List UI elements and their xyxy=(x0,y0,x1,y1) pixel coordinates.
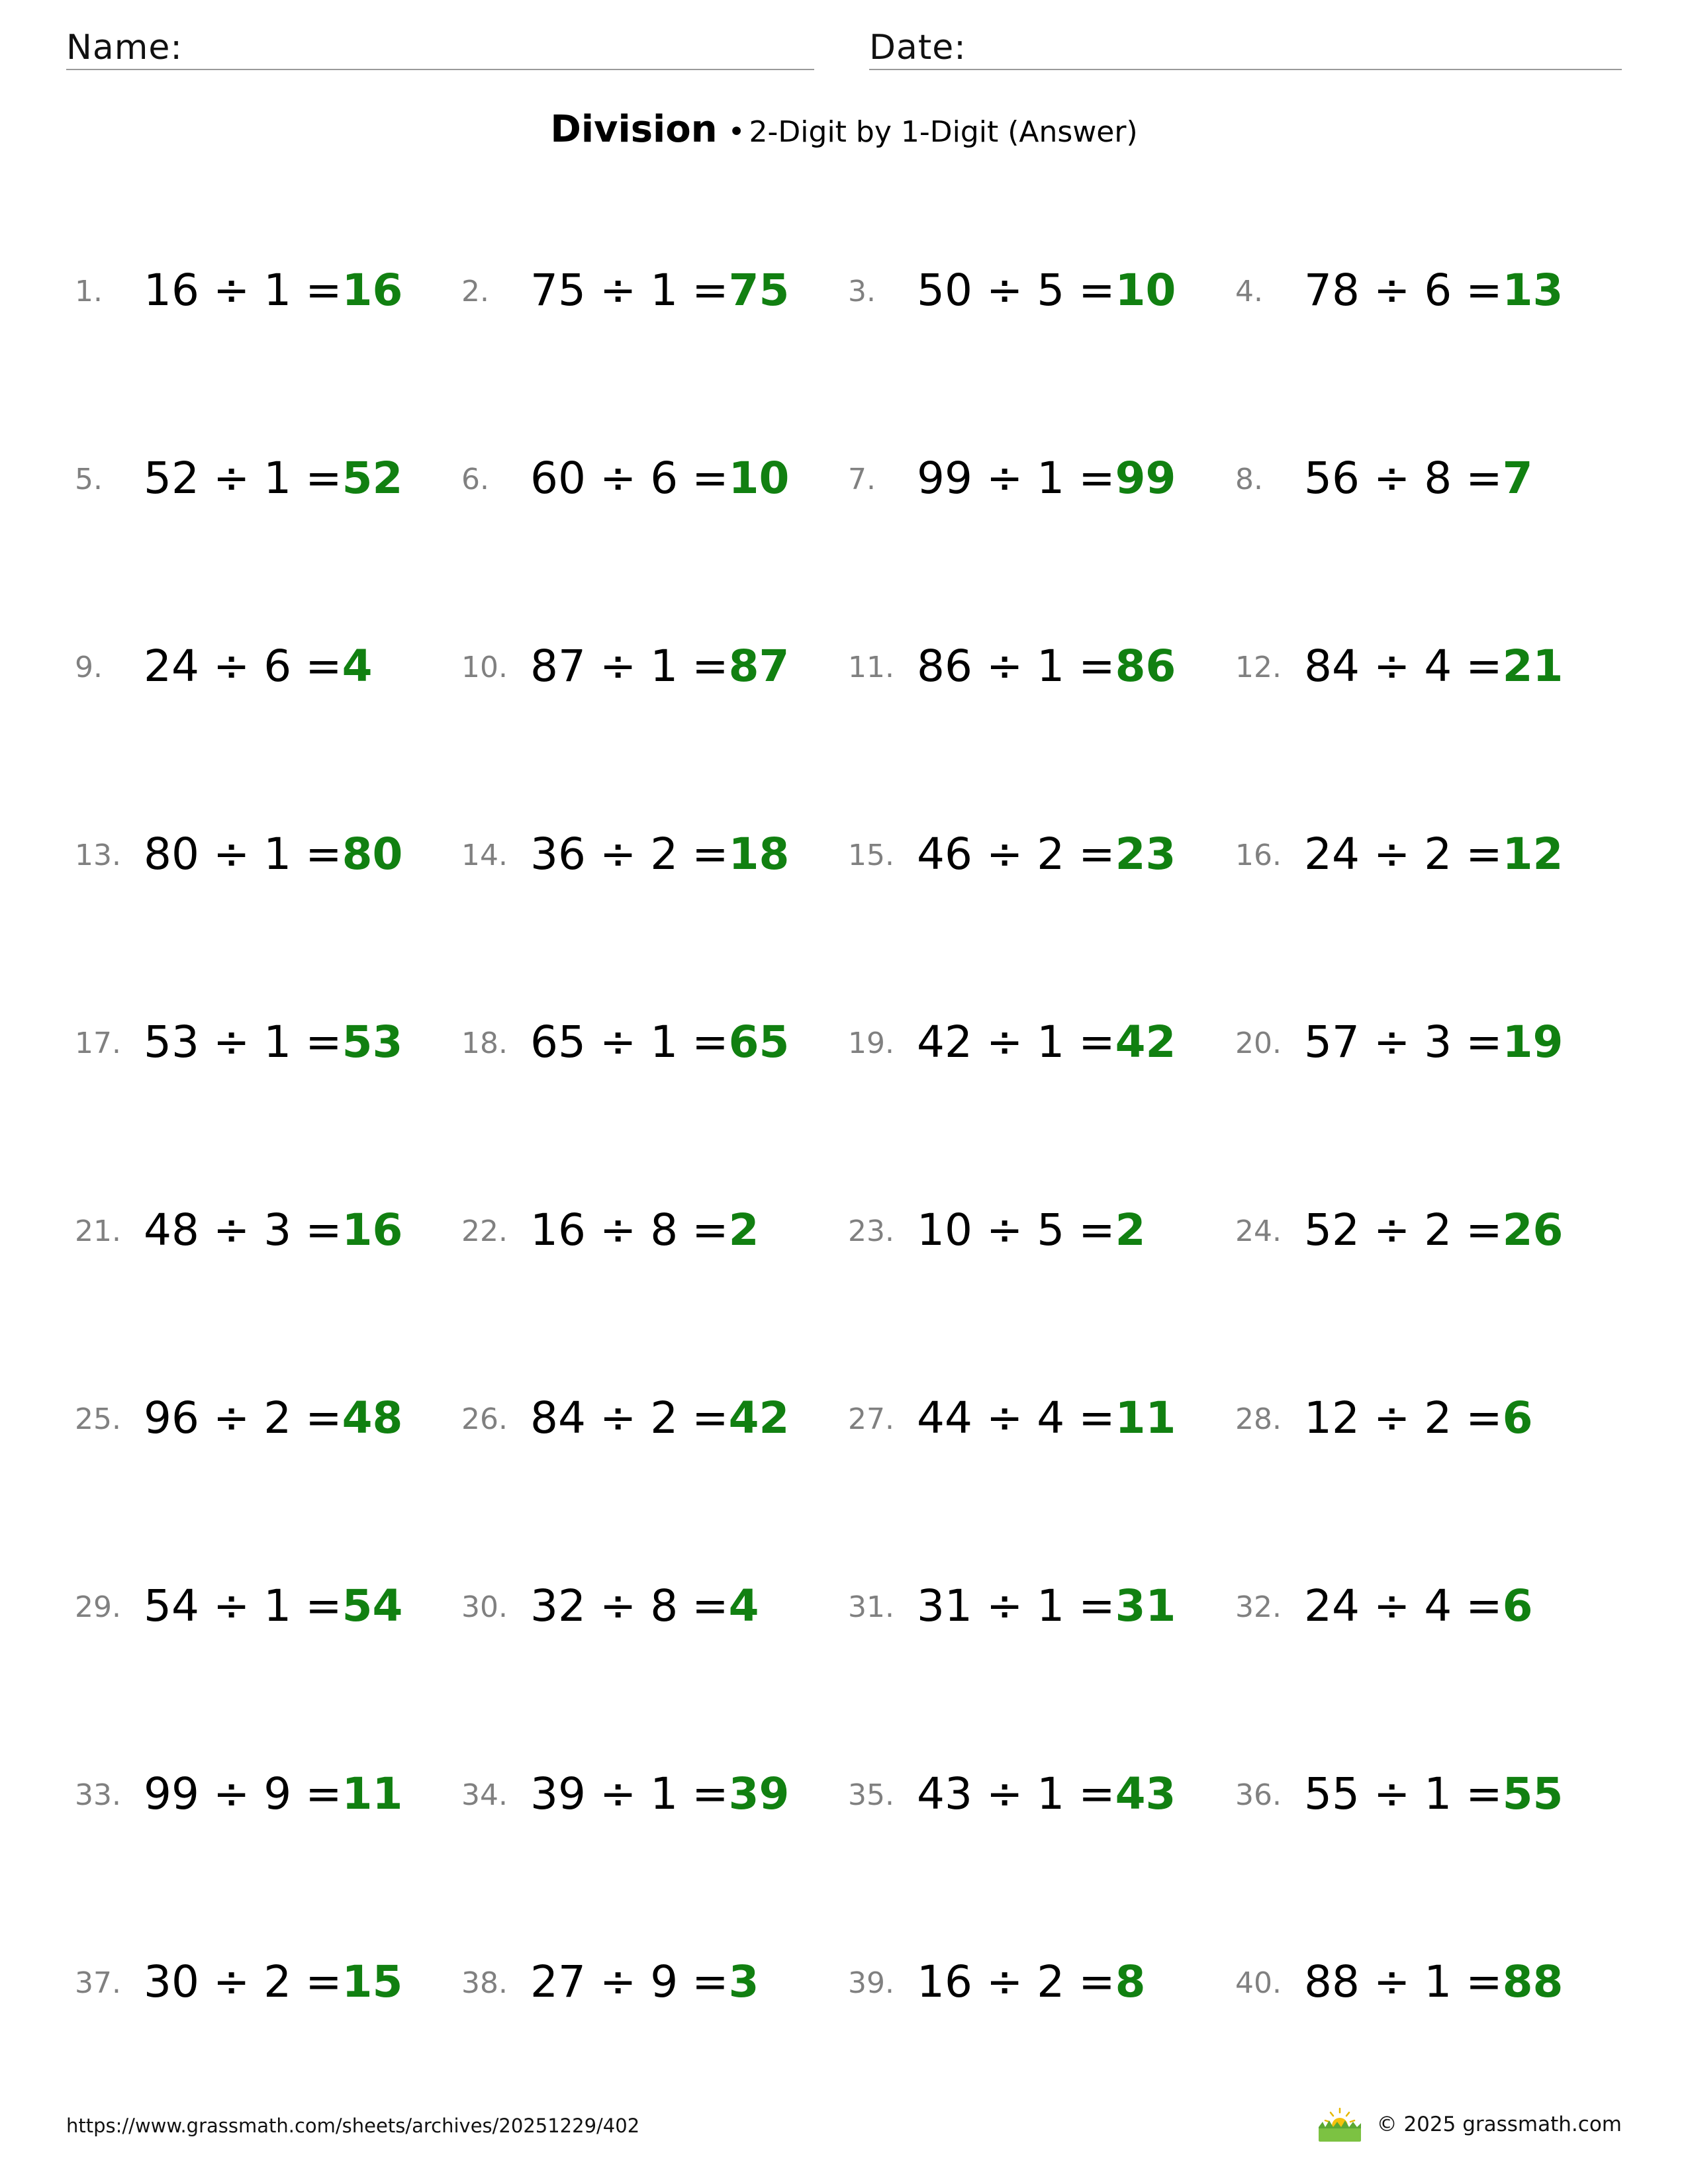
divisor: 2 xyxy=(1424,1392,1452,1443)
dividend: 24 xyxy=(1304,829,1360,880)
answer: 19 xyxy=(1502,1017,1564,1068)
problem-expression xyxy=(917,1764,1176,1824)
answer: 2 xyxy=(1115,1205,1146,1255)
problem-number: 10. xyxy=(461,651,508,684)
answer: 65 xyxy=(728,1017,790,1068)
answer: 10 xyxy=(728,453,790,504)
answer: 13 xyxy=(1502,265,1564,316)
equals-sign: = xyxy=(692,1956,729,2007)
problem-number: 39. xyxy=(848,1966,894,2000)
dividend: 53 xyxy=(144,1017,199,1068)
answer: 7 xyxy=(1502,453,1533,504)
answer: 55 xyxy=(1502,1768,1564,1819)
divisor: 5 xyxy=(1037,1205,1065,1255)
divide-sign: ÷ xyxy=(599,265,637,316)
answer: 42 xyxy=(728,1392,790,1443)
footer-copyright: © 2025 grassmath.com xyxy=(1376,2113,1622,2136)
equals-sign: = xyxy=(1466,1017,1503,1068)
dividend: 60 xyxy=(530,453,586,504)
problem-number: 21. xyxy=(75,1214,121,1248)
divisor: 1 xyxy=(650,265,679,316)
problem-number: 25. xyxy=(75,1402,121,1436)
problem-expression xyxy=(144,825,402,884)
divide-sign: ÷ xyxy=(599,1017,637,1068)
divide-sign: ÷ xyxy=(212,1205,250,1255)
problem-number: 7. xyxy=(848,463,876,496)
dividend: 27 xyxy=(530,1956,586,2007)
problem-number: 16. xyxy=(1235,839,1282,872)
dividend: 80 xyxy=(144,829,199,880)
problem-number: 8. xyxy=(1235,463,1263,496)
equals-sign: = xyxy=(1078,453,1115,504)
dividend: 54 xyxy=(144,1580,199,1631)
problem-number: 12. xyxy=(1235,651,1282,684)
divide-sign: ÷ xyxy=(1373,829,1411,880)
problem-number: 2. xyxy=(461,275,489,308)
problem-number: 27. xyxy=(848,1402,894,1436)
divisor: 1 xyxy=(1037,641,1065,692)
dividend: 52 xyxy=(144,453,199,504)
answer: 3 xyxy=(728,1956,759,2007)
dividend: 96 xyxy=(144,1392,199,1443)
problem-expression xyxy=(530,1952,759,2012)
equals-sign: = xyxy=(1078,1956,1115,2007)
divisor: 2 xyxy=(1037,829,1065,880)
dividend: 16 xyxy=(144,265,199,316)
problem-number: 20. xyxy=(1235,1026,1282,1060)
equals-sign: = xyxy=(692,1392,729,1443)
problem-number: 33. xyxy=(75,1778,121,1812)
title-bullet: • xyxy=(727,115,745,149)
equals-sign: = xyxy=(692,1205,729,1255)
dividend: 50 xyxy=(917,265,972,316)
problem-expression xyxy=(144,261,402,320)
equals-sign: = xyxy=(1466,1768,1503,1819)
divisor: 1 xyxy=(263,453,292,504)
equals-sign: = xyxy=(1078,1017,1115,1068)
dividend: 48 xyxy=(144,1205,199,1255)
equals-sign: = xyxy=(1466,1956,1503,2007)
problem-number: 22. xyxy=(461,1214,508,1248)
problem-number: 6. xyxy=(461,463,489,496)
dividend: 16 xyxy=(917,1956,972,2007)
divisor: 1 xyxy=(650,1017,679,1068)
divide-sign: ÷ xyxy=(986,1956,1023,2007)
divide-sign: ÷ xyxy=(212,829,250,880)
divide-sign: ÷ xyxy=(986,1205,1023,1255)
divide-sign: ÷ xyxy=(599,1768,637,1819)
divide-sign: ÷ xyxy=(212,265,250,316)
equals-sign: = xyxy=(692,1580,729,1631)
answer: 6 xyxy=(1502,1580,1533,1631)
answer: 4 xyxy=(342,641,373,692)
equals-sign: = xyxy=(1466,829,1503,880)
problem-expression xyxy=(917,449,1176,508)
divide-sign: ÷ xyxy=(986,1768,1023,1819)
dividend: 99 xyxy=(917,453,972,504)
answer: 11 xyxy=(342,1768,403,1819)
divide-sign: ÷ xyxy=(986,453,1023,504)
problem-number: 14. xyxy=(461,839,508,872)
problem-number: 29. xyxy=(75,1590,121,1624)
answer: 53 xyxy=(342,1017,403,1068)
problem-number: 36. xyxy=(1235,1778,1282,1812)
divide-sign: ÷ xyxy=(212,1956,250,2007)
answer: 11 xyxy=(1115,1392,1176,1443)
problem-expression xyxy=(1304,449,1533,508)
footer-brand xyxy=(1316,2105,1622,2144)
equals-sign: = xyxy=(305,1205,342,1255)
answer: 2 xyxy=(728,1205,759,1255)
dividend: 65 xyxy=(530,1017,586,1068)
problem-number: 4. xyxy=(1235,275,1263,308)
problem-expression xyxy=(917,1388,1176,1448)
problem-expression xyxy=(1304,1952,1563,2012)
problem-expression xyxy=(1304,1388,1533,1448)
divisor: 2 xyxy=(650,1392,679,1443)
dividend: 24 xyxy=(1304,1580,1360,1631)
dividend: 56 xyxy=(1304,453,1360,504)
answer: 23 xyxy=(1115,829,1176,880)
problem-number: 15. xyxy=(848,839,894,872)
divisor: 1 xyxy=(1424,1768,1452,1819)
divide-sign: ÷ xyxy=(1373,265,1411,316)
divide-sign: ÷ xyxy=(599,641,637,692)
divisor: 9 xyxy=(263,1768,292,1819)
answer: 18 xyxy=(728,829,790,880)
problem-expression xyxy=(917,261,1176,320)
title-main: Division xyxy=(550,108,718,151)
divisor: 1 xyxy=(263,1017,292,1068)
answer: 10 xyxy=(1115,265,1176,316)
divisor: 5 xyxy=(1037,265,1065,316)
divisor: 3 xyxy=(263,1205,292,1255)
problem-expression xyxy=(530,449,789,508)
problem-number: 9. xyxy=(75,651,103,684)
divide-sign: ÷ xyxy=(212,641,250,692)
problem-number: 24. xyxy=(1235,1214,1282,1248)
equals-sign: = xyxy=(692,265,729,316)
dividend: 57 xyxy=(1304,1017,1360,1068)
equals-sign: = xyxy=(692,453,729,504)
problem-expression xyxy=(530,1764,789,1824)
answer: 80 xyxy=(342,829,403,880)
divisor: 2 xyxy=(1424,1205,1452,1255)
problem-number: 35. xyxy=(848,1778,894,1812)
dividend: 99 xyxy=(144,1768,199,1819)
problem-number: 28. xyxy=(1235,1402,1282,1436)
problem-number: 34. xyxy=(461,1778,508,1812)
divide-sign: ÷ xyxy=(1373,1580,1411,1631)
problem-number: 40. xyxy=(1235,1966,1282,2000)
divisor: 1 xyxy=(650,641,679,692)
equals-sign: = xyxy=(692,1017,729,1068)
divide-sign: ÷ xyxy=(212,453,250,504)
dividend: 16 xyxy=(530,1205,586,1255)
divide-sign: ÷ xyxy=(1373,641,1411,692)
dividend: 78 xyxy=(1304,265,1360,316)
answer: 4 xyxy=(728,1580,759,1631)
divisor: 2 xyxy=(650,829,679,880)
answer: 52 xyxy=(342,453,403,504)
problem-number: 37. xyxy=(75,1966,121,2000)
answer: 15 xyxy=(342,1956,403,2007)
dividend: 39 xyxy=(530,1768,586,1819)
divisor: 1 xyxy=(650,1768,679,1819)
divisor: 1 xyxy=(263,265,292,316)
divide-sign: ÷ xyxy=(212,1392,250,1443)
problem-expression xyxy=(917,825,1176,884)
answer: 16 xyxy=(342,265,403,316)
name-label: Name: xyxy=(66,28,183,68)
divide-sign: ÷ xyxy=(212,1017,250,1068)
problem-number: 17. xyxy=(75,1026,121,1060)
divisor: 2 xyxy=(1424,829,1452,880)
dividend: 31 xyxy=(917,1580,972,1631)
divide-sign: ÷ xyxy=(599,453,637,504)
problem-number: 32. xyxy=(1235,1590,1282,1624)
problem-expression xyxy=(1304,1764,1563,1824)
equals-sign: = xyxy=(1078,641,1115,692)
divisor: 1 xyxy=(263,1580,292,1631)
dividend: 36 xyxy=(530,829,586,880)
divide-sign: ÷ xyxy=(599,829,637,880)
divide-sign: ÷ xyxy=(986,1580,1023,1631)
divisor: 1 xyxy=(1037,453,1065,504)
divisor: 2 xyxy=(1037,1956,1065,2007)
equals-sign: = xyxy=(692,1768,729,1819)
problem-number: 18. xyxy=(461,1026,508,1060)
problem-expression xyxy=(144,1388,402,1448)
problem-expression xyxy=(530,261,789,320)
divide-sign: ÷ xyxy=(986,1392,1023,1443)
problem-expression xyxy=(144,1013,402,1072)
answer: 42 xyxy=(1115,1017,1176,1068)
answer: 99 xyxy=(1115,453,1176,504)
dividend: 84 xyxy=(1304,641,1360,692)
problem-number: 3. xyxy=(848,275,876,308)
equals-sign: = xyxy=(305,1580,342,1631)
divisor: 1 xyxy=(1037,1768,1065,1819)
divide-sign: ÷ xyxy=(599,1580,637,1631)
problem-expression xyxy=(530,1576,759,1636)
divisor: 8 xyxy=(650,1580,679,1631)
problem-expression xyxy=(144,1576,402,1636)
problem-expression xyxy=(917,637,1176,696)
problem-expression xyxy=(917,1013,1176,1072)
grass-sun-logo-icon xyxy=(1316,2106,1364,2143)
dividend: 32 xyxy=(530,1580,586,1631)
problem-expression xyxy=(530,825,789,884)
dividend: 84 xyxy=(530,1392,586,1443)
problem-expression xyxy=(1304,637,1563,696)
answer: 86 xyxy=(1115,641,1176,692)
divisor: 1 xyxy=(1037,1580,1065,1631)
answer: 26 xyxy=(1502,1205,1564,1255)
divisor: 1 xyxy=(1424,1956,1452,2007)
problem-number: 38. xyxy=(461,1966,508,2000)
dividend: 87 xyxy=(530,641,586,692)
dividend: 46 xyxy=(917,829,972,880)
problem-expression xyxy=(144,637,373,696)
equals-sign: = xyxy=(305,641,342,692)
problem-number: 11. xyxy=(848,651,894,684)
divide-sign: ÷ xyxy=(1373,1017,1411,1068)
divide-sign: ÷ xyxy=(986,1017,1023,1068)
dividend: 44 xyxy=(917,1392,972,1443)
problem-number: 1. xyxy=(75,275,103,308)
divisor: 6 xyxy=(1424,265,1452,316)
equals-sign: = xyxy=(1078,265,1115,316)
problem-expression xyxy=(530,1201,759,1260)
dividend: 42 xyxy=(917,1017,972,1068)
answer: 16 xyxy=(342,1205,403,1255)
divide-sign: ÷ xyxy=(1373,453,1411,504)
dividend: 10 xyxy=(917,1205,972,1255)
problem-number: 30. xyxy=(461,1590,508,1624)
equals-sign: = xyxy=(1078,1392,1115,1443)
problem-number: 31. xyxy=(848,1590,894,1624)
divisor: 1 xyxy=(1037,1017,1065,1068)
problem-number: 19. xyxy=(848,1026,894,1060)
equals-sign: = xyxy=(1078,1205,1115,1255)
dividend: 55 xyxy=(1304,1768,1360,1819)
equals-sign: = xyxy=(1466,1392,1503,1443)
problem-expression xyxy=(1304,825,1563,884)
divisor: 6 xyxy=(263,641,292,692)
divisor: 1 xyxy=(263,829,292,880)
divisor: 4 xyxy=(1424,1580,1452,1631)
answer: 88 xyxy=(1502,1956,1564,2007)
divisor: 2 xyxy=(263,1956,292,2007)
equals-sign: = xyxy=(1466,641,1503,692)
divisor: 3 xyxy=(1424,1017,1452,1068)
problem-expression xyxy=(530,637,789,696)
divisor: 4 xyxy=(1424,641,1452,692)
divisor: 4 xyxy=(1037,1392,1065,1443)
problem-expression xyxy=(1304,1201,1563,1260)
divide-sign: ÷ xyxy=(212,1768,250,1819)
problem-expression xyxy=(530,1013,789,1072)
problem-expression xyxy=(530,1388,789,1448)
problem-expression xyxy=(144,1952,402,2012)
dividend: 52 xyxy=(1304,1205,1360,1255)
answer: 75 xyxy=(728,265,790,316)
divisor: 8 xyxy=(1424,453,1452,504)
divide-sign: ÷ xyxy=(212,1580,250,1631)
equals-sign: = xyxy=(1466,453,1503,504)
problem-expression xyxy=(144,1764,402,1824)
answer: 21 xyxy=(1502,641,1564,692)
divide-sign: ÷ xyxy=(986,829,1023,880)
equals-sign: = xyxy=(1078,1580,1115,1631)
problem-expression xyxy=(1304,1576,1533,1636)
divide-sign: ÷ xyxy=(1373,1205,1411,1255)
divide-sign: ÷ xyxy=(986,641,1023,692)
problem-expression xyxy=(917,1201,1146,1260)
problem-number: 23. xyxy=(848,1214,894,1248)
answer: 48 xyxy=(342,1392,403,1443)
equals-sign: = xyxy=(305,1956,342,2007)
equals-sign: = xyxy=(305,829,342,880)
divide-sign: ÷ xyxy=(599,1392,637,1443)
problem-expression xyxy=(917,1952,1146,2012)
divide-sign: ÷ xyxy=(1373,1392,1411,1443)
problem-number: 13. xyxy=(75,839,121,872)
divide-sign: ÷ xyxy=(1373,1956,1411,2007)
dividend: 75 xyxy=(530,265,586,316)
dividend: 24 xyxy=(144,641,199,692)
equals-sign: = xyxy=(1466,1205,1503,1255)
divisor: 8 xyxy=(650,1205,679,1255)
equals-sign: = xyxy=(305,265,342,316)
answer: 43 xyxy=(1115,1768,1176,1819)
divide-sign: ÷ xyxy=(599,1205,637,1255)
divisor: 2 xyxy=(263,1392,292,1443)
divisor: 9 xyxy=(650,1956,679,2007)
answer: 8 xyxy=(1115,1956,1146,2007)
equals-sign: = xyxy=(1078,1768,1115,1819)
answer: 6 xyxy=(1502,1392,1533,1443)
equals-sign: = xyxy=(692,641,729,692)
equals-sign: = xyxy=(692,829,729,880)
dividend: 43 xyxy=(917,1768,972,1819)
answer: 54 xyxy=(342,1580,403,1631)
equals-sign: = xyxy=(305,1768,342,1819)
dividend: 12 xyxy=(1304,1392,1360,1443)
dividend: 86 xyxy=(917,641,972,692)
problem-expression xyxy=(144,1201,402,1260)
divide-sign: ÷ xyxy=(1373,1768,1411,1819)
title-subtitle: 2-Digit by 1-Digit (Answer) xyxy=(749,115,1138,149)
answer: 39 xyxy=(728,1768,790,1819)
problem-expression xyxy=(1304,1013,1563,1072)
dividend: 88 xyxy=(1304,1956,1360,2007)
answer: 12 xyxy=(1502,829,1564,880)
answer: 87 xyxy=(728,641,790,692)
problem-expression xyxy=(1304,261,1563,320)
equals-sign: = xyxy=(1466,265,1503,316)
problem-number: 5. xyxy=(75,463,103,496)
equals-sign: = xyxy=(305,1392,342,1443)
divide-sign: ÷ xyxy=(599,1956,637,2007)
equals-sign: = xyxy=(305,453,342,504)
problem-number: 26. xyxy=(461,1402,508,1436)
date-label: Date: xyxy=(869,28,966,68)
divisor: 6 xyxy=(650,453,679,504)
answer: 31 xyxy=(1115,1580,1176,1631)
footer-url[interactable]: https://www.grassmath.com/sheets/archives/20251229/402 xyxy=(66,2115,640,2137)
equals-sign: = xyxy=(305,1017,342,1068)
dividend: 30 xyxy=(144,1956,199,2007)
divide-sign: ÷ xyxy=(986,265,1023,316)
equals-sign: = xyxy=(1466,1580,1503,1631)
equals-sign: = xyxy=(1078,829,1115,880)
problem-expression xyxy=(917,1576,1176,1636)
problem-expression xyxy=(144,449,402,508)
